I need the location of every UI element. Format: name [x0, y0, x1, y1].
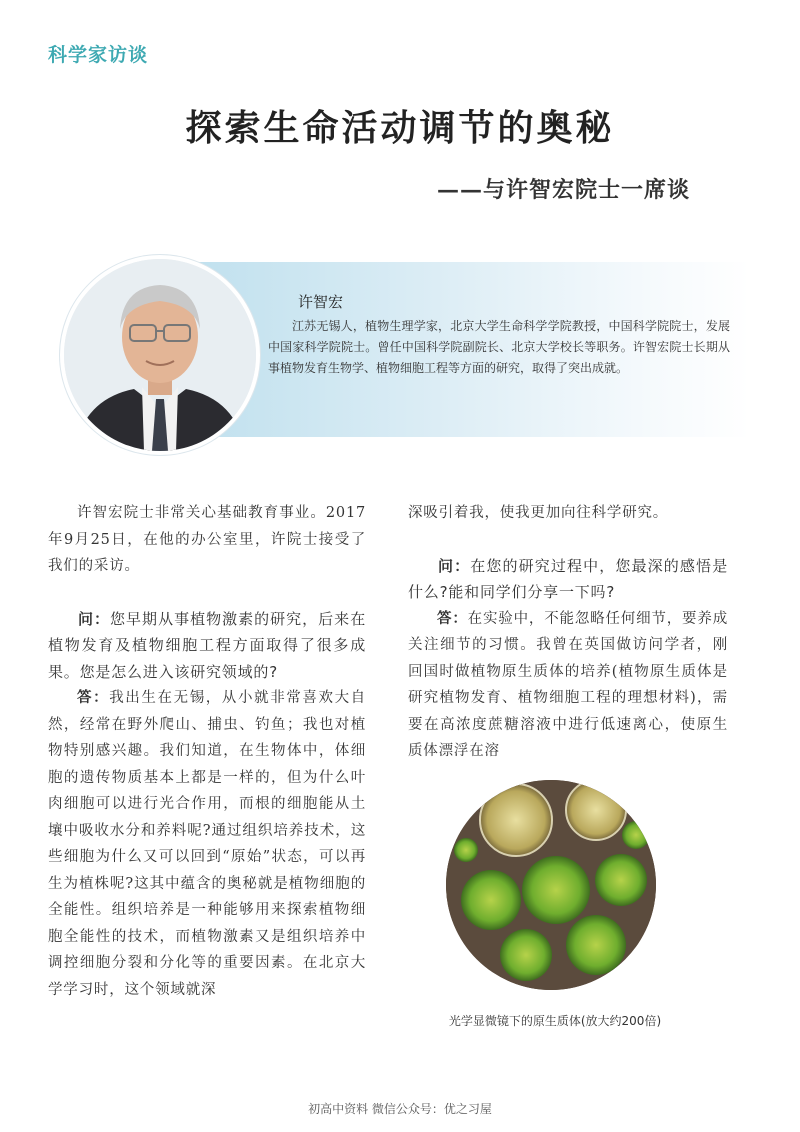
- question-2-text: 在您的研究过程中，您最深的感悟是什么?能和同学们分享一下吗?: [408, 556, 728, 601]
- profile-bio: 江苏无锡人，植物生理学家，北京大学生命科学学院教授，中国科学院院士，发展中国家科学院院士。曾任中国科学院副院长、北京大学校长等职务。许智宏院士长期从事植物发育生物学、植物细胞工程等方面的研究，取得了突出成就。: [268, 319, 730, 375]
- article-left-column: [48, 500, 366, 1003]
- article-title: 探索生命活动调节的奥秘: [185, 107, 615, 149]
- answer-2-text: 在实验中，不能忽略任何细节，要养成关注细节的习惯。我曾在英国做访问学者，刚回国时做植物原生质体的培养(植物原生质体是研究植物发育、植物细胞工程的理想材料)，需要在高浓度蔗糖溶液中进行低速离心，使原生质体漂浮在溶: [408, 610, 728, 759]
- answer-1-lead: 答：: [77, 690, 110, 706]
- question-1-text: 您早期从事植物激素的研究，后来在植物发育及植物细胞工程方面取得了很多成果。您是怎么进入该研究领域的?: [48, 609, 366, 681]
- question-2-lead: 问：: [438, 556, 471, 575]
- answer-2-lead: 答：: [437, 610, 468, 627]
- protoplast-micrograph: [446, 780, 656, 990]
- section-tag: 科学家访谈: [48, 44, 149, 66]
- article-right-column: [408, 500, 728, 765]
- question-1: [48, 606, 366, 686]
- article-subtitle: ——与许智宏院士一席谈: [436, 177, 690, 203]
- intro-paragraph: 许智宏院士非常关心基础教育事业。2017年9月25日，在他的办公室里，许院士接受了我们的采访。: [48, 505, 366, 574]
- profile-name: 许智宏: [298, 293, 344, 311]
- portrait-illustration: [64, 259, 256, 451]
- figure-caption: 光学显微镜下的原生质体(放大约200倍): [448, 1014, 662, 1028]
- micrograph-illustration: [446, 780, 656, 990]
- portrait-photo: [60, 255, 260, 455]
- question-1-lead: 问：: [78, 609, 111, 628]
- answer-2: [408, 606, 728, 765]
- footer-text: 初高中资料 微信公众号：优之习屋: [308, 1102, 492, 1116]
- answer-1-continued: 深吸引着我，使我更加向往科学研究。: [408, 505, 669, 521]
- question-2: [408, 553, 728, 606]
- answer-1-text: 我出生在无锡，从小就非常喜欢大自然，经常在野外爬山、捕虫、钓鱼；我也对植物特别感兴趣。我们知道，在生物体中，体细胞的遗传物质基本上都是一样的，但为什么叶肉细胞可以进行光合作用，而根的细胞能从土壤中吸收水分和养料呢?通过组织培养技术，这些细胞为什么又可以回到“原始”状态，可以再生为植株呢?这其中蕴含的奥秘就是植物细胞的全能性。组织培养是一种能够用来探索植物细胞全能性的技术，而植物激素又是组织培养中调控细胞分裂和分化等的重要因素。在北京大学学习时，这个领域就深: [48, 690, 366, 998]
- answer-1: [48, 685, 366, 1003]
